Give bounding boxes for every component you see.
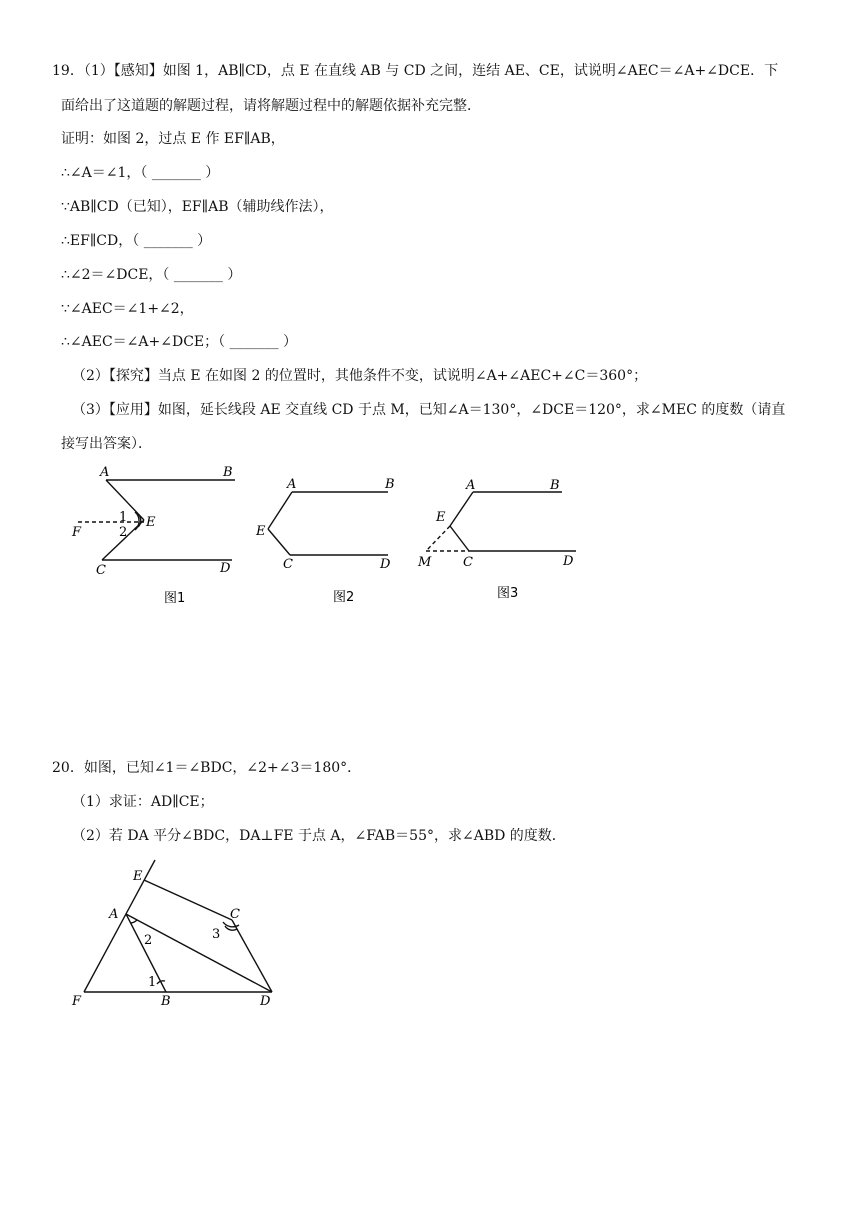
point-label: D <box>220 561 231 576</box>
q20-figure <box>60 850 300 1020</box>
point-label: M <box>418 555 432 570</box>
point-label: E <box>436 510 446 525</box>
q19-figure-3 <box>410 470 590 610</box>
point-label: A <box>466 478 476 493</box>
point-label: F <box>72 525 82 540</box>
point-label: E <box>133 869 143 884</box>
q19-proof-line: ∵AB∥CD（已知），EF∥AB（辅助线作法）， <box>61 199 334 215</box>
q19-line1: 19．（1）【感知】如图 1，AB∥CD，点 E 在直线 AB 与 CD 之间，连结 AE、CE，试说明∠AEC＝∠A+∠DCE．下 <box>52 63 779 79</box>
angle-label: 2 <box>119 525 128 540</box>
q20-part1: （1）求证：AD∥CE； <box>72 794 214 810</box>
q19-part3-line1: （3）【应用】如图，延长线段 AE 交直线 CD 于点 M，已知∠A＝130°，∠DCE＝120°，求∠MEC 的度数（请直 <box>72 402 786 418</box>
figure-caption: 图2 <box>333 590 355 605</box>
point-label: A <box>287 477 297 492</box>
point-label: E <box>256 524 266 539</box>
q19-part2: （2）【探究】当点 E 在如图 2 的位置时，其他条件不变，试说明∠A+∠AEC+∠C＝360°； <box>72 368 648 384</box>
q19-proof-line: ∴∠2＝∠DCE，（ _______ ） <box>61 267 242 283</box>
q19-part3-line2: 接写出答案）． <box>61 436 152 452</box>
q19-proof-line: ∴∠A＝∠1，（ _______ ） <box>61 165 220 181</box>
point-label: B <box>385 477 395 492</box>
point-label: D <box>563 554 574 569</box>
point-label: C <box>230 907 240 922</box>
point-label: B <box>550 478 560 493</box>
angle-label: 3 <box>212 927 221 942</box>
angle-label: 1 <box>148 975 157 990</box>
point-label: E <box>146 515 156 530</box>
point-label: F <box>72 994 82 1009</box>
point-label: A <box>100 465 110 480</box>
q19-figure-1 <box>60 460 250 610</box>
angle-label: 1 <box>119 510 128 525</box>
point-label: A <box>109 907 119 922</box>
point-label: C <box>96 563 106 578</box>
point-label: D <box>380 557 391 572</box>
angle-label: 2 <box>144 933 153 948</box>
q19-figure-2 <box>250 470 410 610</box>
q19-proof-line: 证明：如图 2，过点 E 作 EF∥AB， <box>61 131 285 147</box>
point-label: B <box>223 465 233 480</box>
q20-line1: 20．如图，已知∠1＝∠BDC，∠2+∠3＝180°． <box>52 760 362 776</box>
point-label: C <box>463 555 473 570</box>
q19-proof-line: ∵∠AEC＝∠1+∠2， <box>61 301 194 317</box>
q19-proof-line: ∴∠AEC＝∠A+∠DCE；（ _______ ） <box>61 334 298 350</box>
figure-caption: 图3 <box>497 586 519 601</box>
point-label: B <box>161 994 171 1009</box>
point-label: D <box>260 994 271 1009</box>
q19-proof-line: ∴EF∥CD，（ _______ ） <box>61 233 212 249</box>
figure-caption: 图1 <box>164 591 186 606</box>
q19-line2: 面给出了这道题的解题过程，请将解题过程中的解题依据补充完整． <box>61 98 481 114</box>
q20-part2: （2）若 DA 平分∠BDC，DA⊥FE 于点 A，∠FAB＝55°，求∠ABD 的度数． <box>72 828 566 844</box>
point-label: C <box>283 557 293 572</box>
